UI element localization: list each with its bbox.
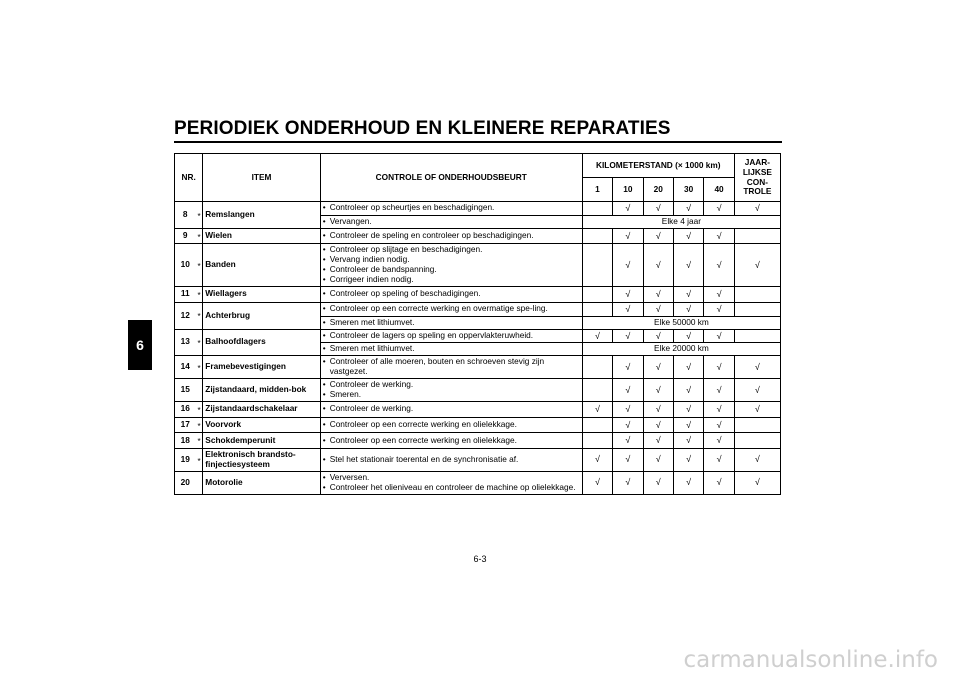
row-item: Zijstandaardschakelaar bbox=[203, 402, 320, 418]
row-item: Zijstandaard, midden-bok bbox=[203, 379, 320, 402]
km-check: √ bbox=[613, 433, 643, 449]
row-number: 9 bbox=[175, 228, 196, 244]
km-check: √ bbox=[704, 329, 734, 343]
row-number: 16 bbox=[175, 402, 196, 418]
km-check bbox=[582, 379, 612, 402]
annual-check bbox=[734, 417, 780, 433]
row-number: 15 bbox=[175, 379, 196, 402]
row-number: 19 bbox=[175, 448, 196, 471]
control-line: • Vervangen. bbox=[323, 217, 580, 227]
km-check: √ bbox=[704, 302, 734, 316]
row-control bbox=[320, 417, 582, 433]
row-star-marker: * bbox=[195, 356, 202, 379]
control-line: • Controleer de werking. bbox=[323, 404, 580, 414]
row-control bbox=[320, 471, 582, 494]
km-check: √ bbox=[673, 471, 703, 494]
maintenance-table bbox=[174, 153, 781, 495]
row-star-marker: * bbox=[195, 287, 202, 303]
table-row bbox=[175, 202, 781, 216]
km-check: √ bbox=[673, 329, 703, 343]
km-check: √ bbox=[613, 379, 643, 402]
row-star-marker: * bbox=[195, 228, 202, 244]
control-line: • Controleer op een correcte werking en olielekkage. bbox=[323, 420, 580, 430]
control-line: • Verversen. bbox=[323, 473, 580, 483]
annual-check bbox=[734, 329, 780, 343]
km-check: √ bbox=[673, 244, 703, 287]
km-check: √ bbox=[704, 287, 734, 303]
km-check: √ bbox=[613, 244, 643, 287]
annual-check: √ bbox=[734, 471, 780, 494]
km-check: √ bbox=[673, 402, 703, 418]
km-check: √ bbox=[673, 302, 703, 316]
km-check: √ bbox=[704, 379, 734, 402]
control-line: • Corrigeer indien nodig. bbox=[323, 275, 580, 285]
row-control bbox=[320, 356, 582, 379]
row-number: 13 bbox=[175, 329, 196, 356]
row-control bbox=[320, 215, 582, 228]
row-control bbox=[320, 433, 582, 449]
annual-check: √ bbox=[734, 402, 780, 418]
row-control bbox=[320, 228, 582, 244]
row-star-marker bbox=[195, 471, 202, 494]
control-line: • Controleer op slijtage en beschadigingen. bbox=[323, 245, 580, 255]
km-check: √ bbox=[613, 356, 643, 379]
annual-check bbox=[734, 287, 780, 303]
row-number: 17 bbox=[175, 417, 196, 433]
km-check bbox=[582, 356, 612, 379]
annual-check bbox=[734, 433, 780, 449]
row-item: Schokdemperunit bbox=[203, 433, 320, 449]
annual-check: √ bbox=[734, 356, 780, 379]
control-line: • Controleer de werking. bbox=[323, 380, 580, 390]
km-check: √ bbox=[582, 448, 612, 471]
header-item: ITEM bbox=[203, 154, 320, 202]
table-row bbox=[175, 402, 781, 418]
row-item: Banden bbox=[203, 244, 320, 287]
km-check bbox=[582, 433, 612, 449]
control-line: • Controleer de bandspanning. bbox=[323, 265, 580, 275]
row-star-marker: * bbox=[195, 417, 202, 433]
row-star-marker bbox=[195, 379, 202, 402]
km-check: √ bbox=[673, 356, 703, 379]
table-row bbox=[175, 329, 781, 343]
km-check: √ bbox=[643, 402, 673, 418]
row-control bbox=[320, 316, 582, 329]
km-check: √ bbox=[613, 228, 643, 244]
km-check: √ bbox=[582, 402, 612, 418]
row-item: Voorvork bbox=[203, 417, 320, 433]
header-km-col: 40 bbox=[704, 178, 734, 202]
control-line: • Controleer op een correcte werking en overmatige spe-ling. bbox=[323, 304, 580, 314]
table-row bbox=[175, 302, 781, 316]
row-number: 8 bbox=[175, 202, 196, 229]
km-check: √ bbox=[704, 402, 734, 418]
row-star-marker: * bbox=[195, 202, 202, 229]
row-item: Achterbrug bbox=[203, 302, 320, 329]
control-line: • Smeren met lithiumvet. bbox=[323, 344, 580, 354]
row-star-marker: * bbox=[195, 448, 202, 471]
table-row bbox=[175, 379, 781, 402]
annual-check: √ bbox=[734, 202, 780, 216]
row-item: Wiellagers bbox=[203, 287, 320, 303]
row-star-marker: * bbox=[195, 244, 202, 287]
km-check: √ bbox=[613, 202, 643, 216]
km-check: √ bbox=[613, 302, 643, 316]
row-item: Remslangen bbox=[203, 202, 320, 229]
km-check: √ bbox=[643, 433, 673, 449]
km-check: √ bbox=[643, 471, 673, 494]
km-check: √ bbox=[643, 417, 673, 433]
km-check: √ bbox=[582, 471, 612, 494]
section-tab: 6 bbox=[128, 320, 152, 370]
km-check: √ bbox=[673, 202, 703, 216]
row-item: Elektronisch brandsto-finjectiesysteem bbox=[203, 448, 320, 471]
row-item: Balhoofdlagers bbox=[203, 329, 320, 356]
row-control bbox=[320, 287, 582, 303]
km-check: √ bbox=[613, 402, 643, 418]
row-star-marker: * bbox=[195, 402, 202, 418]
row-number: 18 bbox=[175, 433, 196, 449]
row-number: 12 bbox=[175, 302, 196, 329]
row-control bbox=[320, 343, 582, 356]
km-check: √ bbox=[613, 448, 643, 471]
km-check bbox=[582, 417, 612, 433]
km-check: √ bbox=[582, 329, 612, 343]
row-item: Motorolie bbox=[203, 471, 320, 494]
km-check: √ bbox=[613, 329, 643, 343]
table-row bbox=[175, 417, 781, 433]
control-line: • Controleer op een correcte werking en olielekkage. bbox=[323, 436, 580, 446]
km-check: √ bbox=[643, 302, 673, 316]
km-check: √ bbox=[613, 471, 643, 494]
km-check: √ bbox=[673, 379, 703, 402]
km-check: √ bbox=[704, 448, 734, 471]
row-control bbox=[320, 244, 582, 287]
km-check: √ bbox=[613, 287, 643, 303]
annual-check bbox=[734, 228, 780, 244]
page-number: 6-3 bbox=[473, 554, 487, 564]
table-row bbox=[175, 471, 781, 494]
row-control bbox=[320, 402, 582, 418]
row-number: 14 bbox=[175, 356, 196, 379]
km-check: √ bbox=[704, 356, 734, 379]
km-check: √ bbox=[643, 287, 673, 303]
control-line: • Controleer de lagers op speling en oppervlakteruwheid. bbox=[323, 331, 580, 341]
table-row bbox=[175, 287, 781, 303]
table-row bbox=[175, 244, 781, 287]
header-annual: JAAR-LIJKSE CON-TROLE bbox=[734, 154, 780, 202]
title-rule bbox=[174, 141, 782, 143]
control-line: • Controleer of alle moeren, bouten en schroeven stevig zijn vastgezet. bbox=[323, 357, 580, 377]
interval-span: Elke 20000 km bbox=[582, 343, 780, 356]
km-check bbox=[582, 202, 612, 216]
control-line: • Controleer het olieniveau en controleer de machine op olielekkage. bbox=[323, 483, 580, 493]
km-check: √ bbox=[704, 244, 734, 287]
table-row bbox=[175, 356, 781, 379]
km-check: √ bbox=[704, 417, 734, 433]
row-item: Framebevestigingen bbox=[203, 356, 320, 379]
row-number: 10 bbox=[175, 244, 196, 287]
row-number: 20 bbox=[175, 471, 196, 494]
km-check: √ bbox=[643, 244, 673, 287]
km-check: √ bbox=[643, 379, 673, 402]
km-check: √ bbox=[643, 329, 673, 343]
watermark: carmanualsonline.info bbox=[683, 647, 938, 673]
row-star-marker: * bbox=[195, 302, 202, 329]
row-star-marker: * bbox=[195, 329, 202, 356]
row-control bbox=[320, 329, 582, 343]
annual-check bbox=[734, 302, 780, 316]
table-row bbox=[175, 448, 781, 471]
km-check bbox=[582, 228, 612, 244]
control-line: • Controleer de speling en controleer op beschadigingen. bbox=[323, 231, 580, 241]
control-line: • Vervang indien nodig. bbox=[323, 255, 580, 265]
control-line: • Controleer op scheurtjes en beschadigingen. bbox=[323, 203, 580, 213]
km-check: √ bbox=[673, 287, 703, 303]
annual-check: √ bbox=[734, 448, 780, 471]
km-check bbox=[582, 244, 612, 287]
annual-check: √ bbox=[734, 244, 780, 287]
km-check: √ bbox=[643, 228, 673, 244]
km-check: √ bbox=[643, 448, 673, 471]
row-control bbox=[320, 202, 582, 216]
km-check: √ bbox=[673, 417, 703, 433]
table-row bbox=[175, 228, 781, 244]
km-check: √ bbox=[673, 448, 703, 471]
km-check bbox=[582, 287, 612, 303]
km-check bbox=[582, 302, 612, 316]
control-line: • Stel het stationair toerental en de synchronisatie af. bbox=[323, 455, 580, 465]
row-control bbox=[320, 379, 582, 402]
control-line: • Smeren met lithiumvet. bbox=[323, 318, 580, 328]
header-control: CONTROLE OF ONDERHOUDSBEURT bbox=[320, 154, 582, 202]
interval-span: Elke 50000 km bbox=[582, 316, 780, 329]
km-check: √ bbox=[704, 471, 734, 494]
km-check: √ bbox=[704, 228, 734, 244]
row-star-marker: * bbox=[195, 433, 202, 449]
km-check: √ bbox=[704, 202, 734, 216]
header-km-col: 30 bbox=[673, 178, 703, 202]
row-control bbox=[320, 448, 582, 471]
header-nr: NR. bbox=[175, 154, 203, 202]
annual-check: √ bbox=[734, 379, 780, 402]
km-check: √ bbox=[643, 202, 673, 216]
row-number: 11 bbox=[175, 287, 196, 303]
km-check: √ bbox=[704, 433, 734, 449]
page-title: PERIODIEK ONDERHOUD EN KLEINERE REPARATIES bbox=[174, 118, 671, 139]
row-item: Wielen bbox=[203, 228, 320, 244]
interval-span: Elke 4 jaar bbox=[582, 215, 780, 228]
km-check: √ bbox=[673, 433, 703, 449]
km-check: √ bbox=[613, 417, 643, 433]
table-row bbox=[175, 433, 781, 449]
km-check: √ bbox=[643, 356, 673, 379]
row-control bbox=[320, 302, 582, 316]
header-km-col: 1 bbox=[582, 178, 612, 202]
km-check: √ bbox=[673, 228, 703, 244]
control-line: • Controleer op speling of beschadigingen. bbox=[323, 289, 580, 299]
header-km-col: 10 bbox=[613, 178, 643, 202]
header-km-col: 20 bbox=[643, 178, 673, 202]
control-line: • Smeren. bbox=[323, 390, 580, 400]
header-km: KILOMETERSTAND (× 1000 km) bbox=[582, 154, 734, 178]
